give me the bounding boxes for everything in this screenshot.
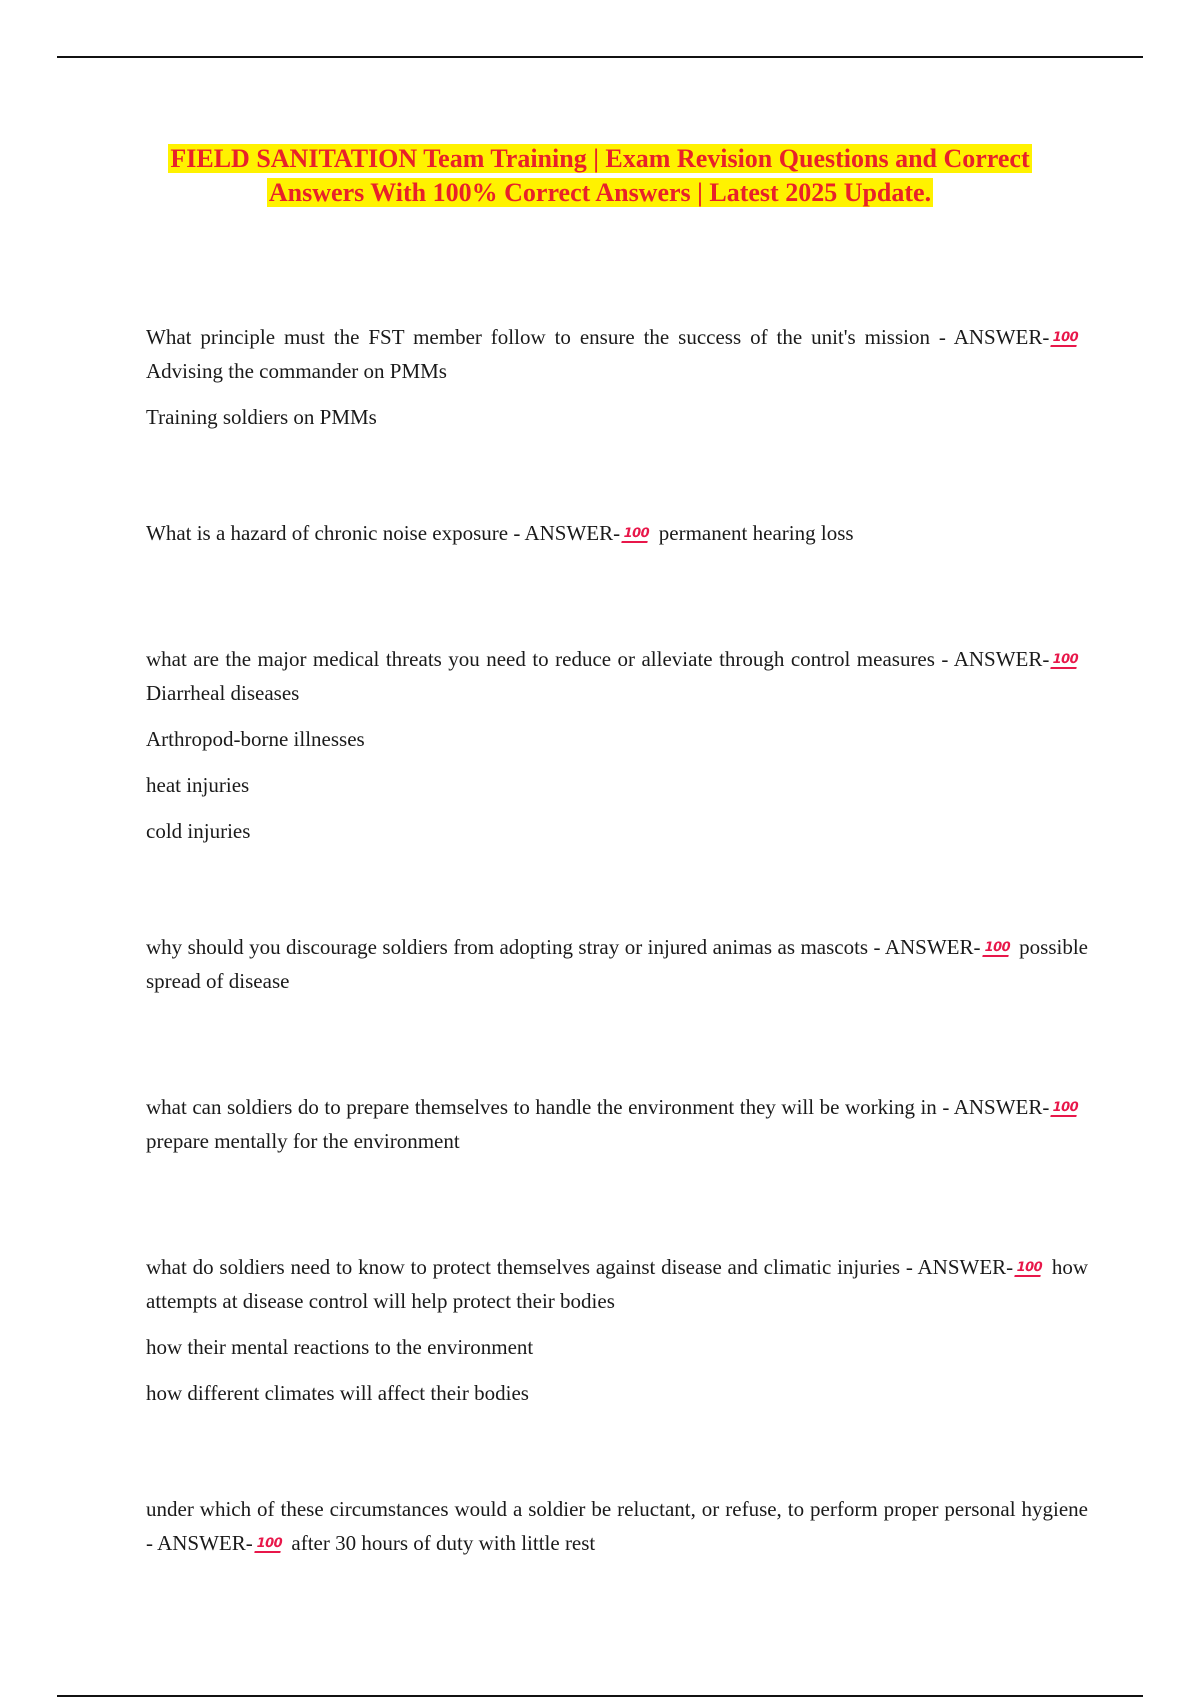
qa-item-1 <box>146 320 1088 434</box>
answer-extra-line: heat injuries <box>146 773 250 797</box>
answer-text: permanent hearing loss <box>658 521 854 545</box>
qa-list <box>146 320 1088 1560</box>
question-text: what can soldiers do to prepare themselves to handle the environment they will be working in - <box>146 1095 954 1119</box>
question-paragraph <box>146 320 1088 388</box>
hundred-points-icon: 100 <box>1051 330 1080 345</box>
question-paragraph <box>146 1090 1088 1158</box>
answer-extra-line: Training soldiers on PMMs <box>146 405 377 429</box>
answer-text: Diarrheal diseases <box>146 681 300 705</box>
question-text: why should you discourage soldiers from adopting stray or injured animas as mascots - <box>146 935 885 959</box>
question-paragraph <box>146 1492 1088 1560</box>
question-text: What principle must the FST member follow to ensure the success of the unit's mission - <box>146 325 954 349</box>
answer-text: Advising the commander on PMMs <box>146 359 447 383</box>
qa-item-4 <box>146 930 1088 998</box>
hundred-points-icon: 100 <box>1014 1260 1044 1275</box>
answer-text: prepare mentally for the environment <box>146 1129 460 1153</box>
title-line-1: FIELD SANITATION Team Training | Exam Revision Questions and Correct <box>170 144 1030 173</box>
answer-marker: ANSWER- <box>953 325 1050 349</box>
hundred-points-icon: 100 <box>982 940 1012 955</box>
hundred-points-icon: 100 <box>621 526 651 541</box>
answer-marker: ANSWER- <box>953 647 1050 671</box>
qa-item-2 <box>146 516 1088 550</box>
document-title <box>100 142 1100 210</box>
hundred-points-icon: 100 <box>1051 1100 1080 1115</box>
answer-text: possible spread of disease <box>146 935 1088 993</box>
answer-extra-line: how different climates will affect their bodies <box>146 1381 529 1405</box>
question-paragraph <box>146 516 1088 550</box>
answer-text: after 30 hours of duty with little rest <box>291 1531 596 1555</box>
qa-item-3 <box>146 642 1088 848</box>
hundred-points-icon: 100 <box>1051 652 1080 667</box>
qa-item-7 <box>146 1492 1088 1560</box>
title-line-2: Answers With 100% Correct Answers | Latest 2025 Update. <box>268 178 932 207</box>
answer-marker: ANSWER- <box>157 1531 253 1555</box>
question-paragraph <box>146 642 1088 710</box>
answer-marker: ANSWER- <box>953 1095 1050 1119</box>
question-text: what are the major medical threats you need to reduce or alleviate through control measures - <box>146 647 954 671</box>
page-bottom-rule <box>57 1695 1143 1697</box>
question-paragraph <box>146 930 1088 998</box>
answer-text: how attempts at disease control will help protect their bodies <box>146 1255 1088 1313</box>
answer-extra-line: cold injuries <box>146 819 251 843</box>
question-text: What is a hazard of chronic noise exposure - <box>146 521 525 545</box>
answer-extra-line: Arthropod-borne illnesses <box>146 727 365 751</box>
question-text: what do soldiers need to know to protect themselves against disease and climatic injuries - <box>146 1255 918 1279</box>
answer-extra-line: how their mental reactions to the environment <box>146 1335 534 1359</box>
qa-item-6 <box>146 1250 1088 1410</box>
qa-item-5 <box>146 1090 1088 1158</box>
question-text: under which of these circumstances would a soldier be reluctant, or refuse, to perform proper personal hygiene - <box>146 1497 1088 1555</box>
question-paragraph <box>146 1250 1088 1318</box>
answer-marker: ANSWER- <box>524 521 621 545</box>
answer-marker: ANSWER- <box>917 1255 1014 1279</box>
page-top-rule <box>57 56 1143 58</box>
answer-marker: ANSWER- <box>884 935 981 959</box>
hundred-points-icon: 100 <box>254 1536 284 1551</box>
